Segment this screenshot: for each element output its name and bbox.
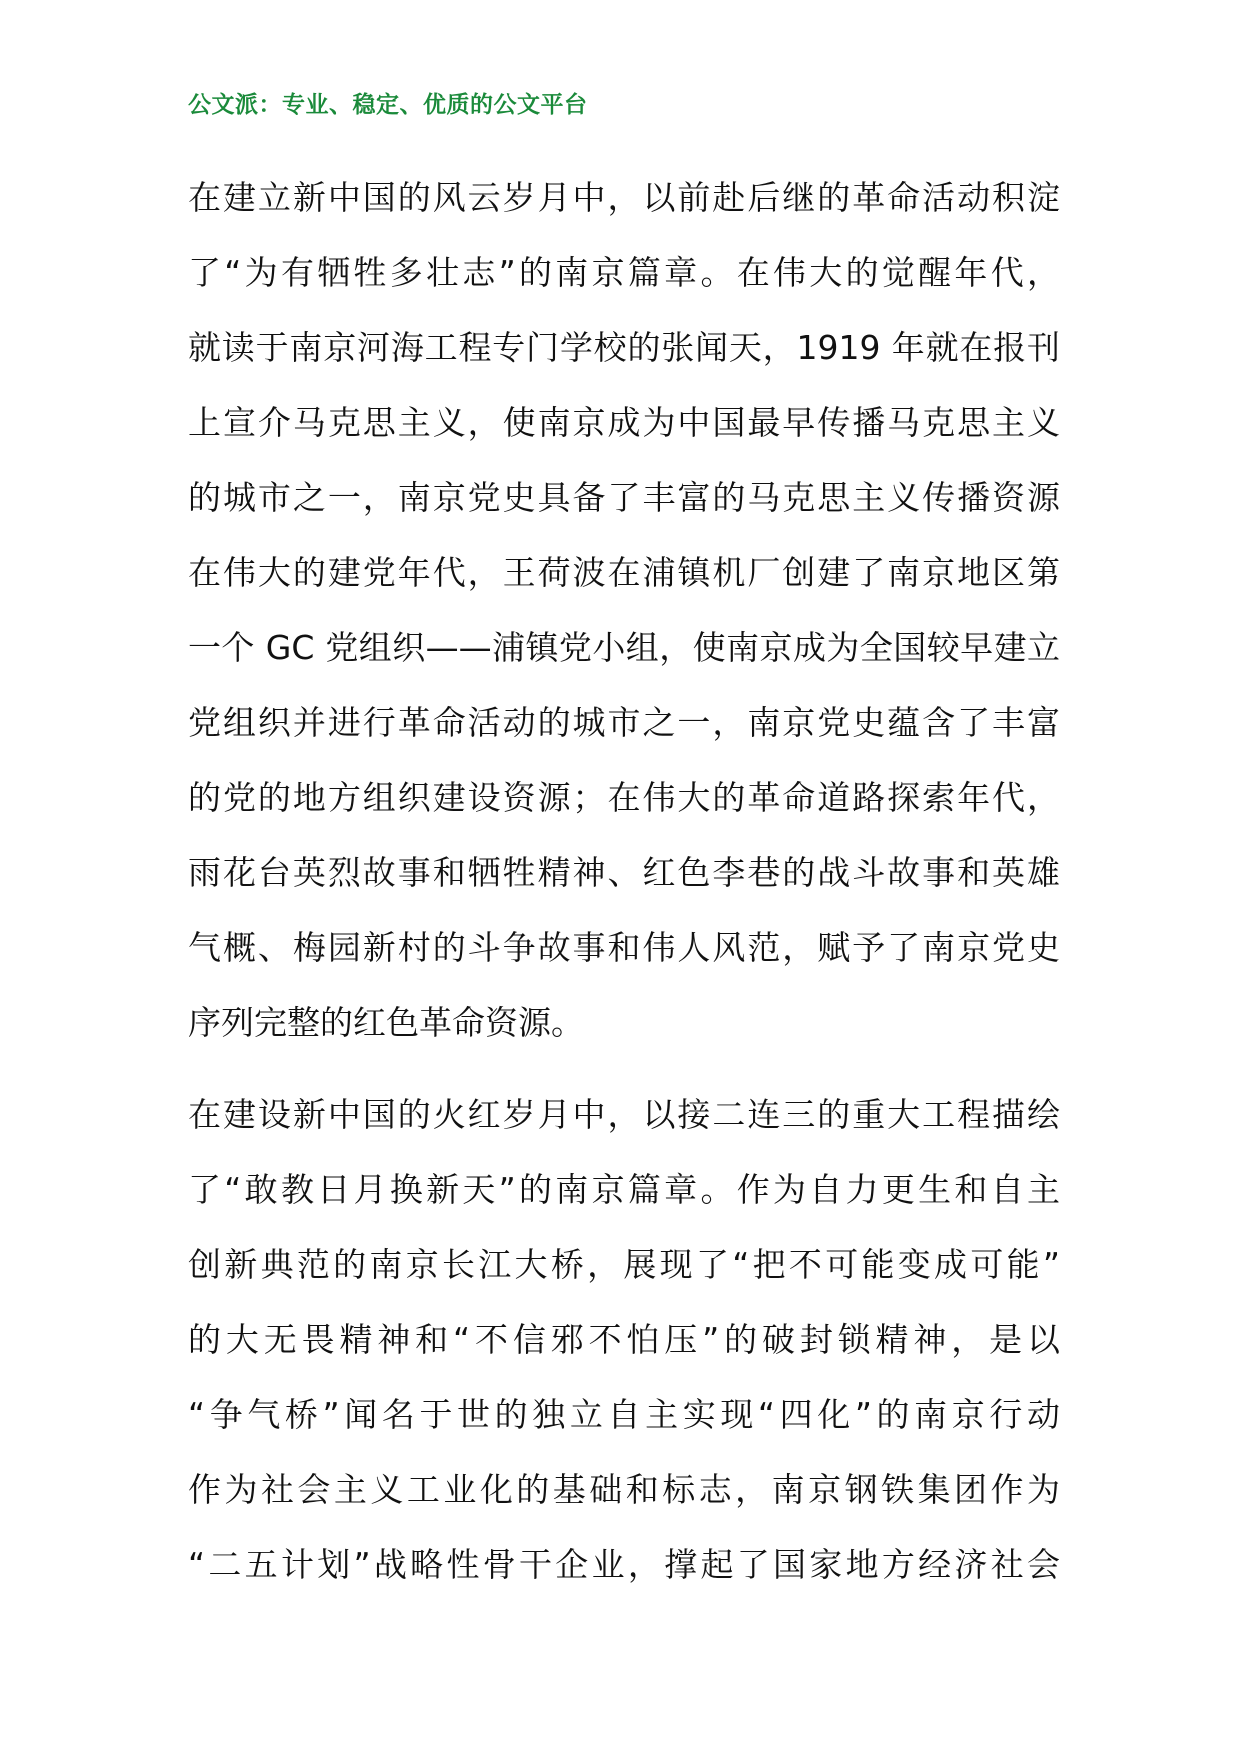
paragraph-line: 了“敢教日月换新天”的南京篇章。作为自力更生和自主 bbox=[188, 1170, 1060, 1209]
paragraph-1 bbox=[188, 170, 1060, 1070]
paragraph-line: 就读于南京河海工程专门学校的张闻天，1919 年就在报刊 bbox=[188, 328, 1060, 367]
paragraph-line: 在建设新中国的火红岁月中，以接二连三的重大工程描绘 bbox=[188, 1095, 1060, 1134]
paragraph-line: 在伟大的建党年代，王荷波在浦镇机厂创建了南京地区第 bbox=[188, 553, 1060, 592]
paragraph-line: 党组织并进行革命活动的城市之一，南京党史蕴含了丰富 bbox=[188, 703, 1060, 742]
paragraph-2 bbox=[188, 1087, 1060, 1612]
paragraph-line: 上宣介马克思主义，使南京成为中国最早传播马克思主义 bbox=[188, 403, 1060, 442]
document-body bbox=[188, 170, 1060, 1612]
paragraph-line: “争气桥”闻名于世的独立自主实现“四化”的南京行动 bbox=[188, 1395, 1060, 1434]
paragraph-line: 一个 GC 党组织——浦镇党小组，使南京成为全国较早建立 bbox=[188, 628, 1060, 667]
paragraph-line: 在建立新中国的风云岁月中，以前赴后继的革命活动积淀 bbox=[188, 178, 1060, 217]
paragraph-line: 的大无畏精神和“不信邪不怕压”的破封锁精神，是以 bbox=[188, 1320, 1060, 1359]
paragraph-line: 序列完整的红色革命资源。 bbox=[188, 1003, 584, 1042]
paragraph-line: 雨花台英烈故事和牺牲精神、红色李巷的战斗故事和英雄 bbox=[188, 853, 1060, 892]
paragraph-line: 的城市之一，南京党史具备了丰富的马克思主义传播资源 bbox=[188, 478, 1060, 517]
header-banner: 公文派：专业、稳定、优质的公文平台 bbox=[188, 91, 588, 118]
paragraph-line: 了“为有牺牲多壮志”的南京篇章。在伟大的觉醒年代， bbox=[188, 253, 1060, 292]
paragraph-line: “二五计划”战略性骨干企业，撑起了国家地方经济社会 bbox=[188, 1545, 1060, 1584]
paragraph-line: 创新典范的南京长江大桥，展现了“把不可能变成可能” bbox=[188, 1245, 1060, 1284]
paragraph-line: 作为社会主义工业化的基础和标志，南京钢铁集团作为 bbox=[188, 1470, 1060, 1509]
paragraph-line: 的党的地方组织建设资源；在伟大的革命道路探索年代， bbox=[188, 778, 1060, 817]
paragraph-line: 气概、梅园新村的斗争故事和伟人风范，赋予了南京党史 bbox=[188, 928, 1060, 967]
